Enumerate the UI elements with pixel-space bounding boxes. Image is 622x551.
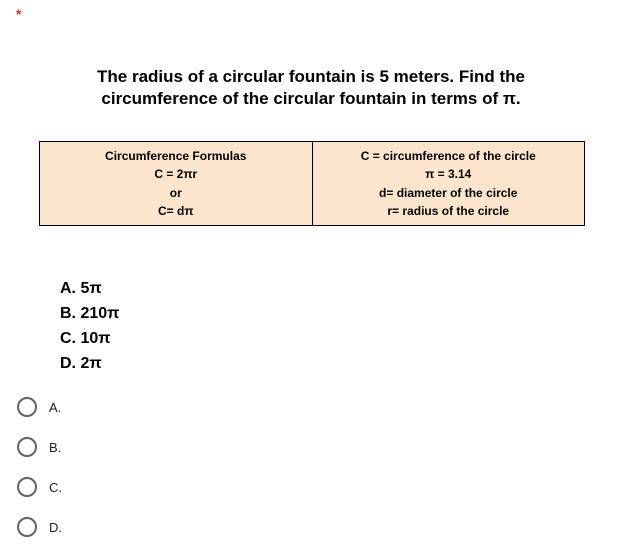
option-label-b: B.: [49, 439, 62, 455]
formula-table: [39, 141, 585, 226]
choice-c: C. 10π: [60, 330, 111, 347]
formulas-cell: [40, 142, 313, 226]
question-text: [40, 66, 582, 110]
choice-d: D. 2π: [60, 355, 102, 372]
choice-a: A. 5π: [60, 280, 102, 297]
choice-b: B. 210π: [60, 305, 120, 322]
formula-c-2pir: C = 2πr: [154, 167, 198, 181]
definition-c: C = circumference of the circle: [360, 148, 536, 163]
option-a[interactable]: [17, 396, 61, 418]
definitions-cell: [312, 142, 585, 226]
radio-button-d[interactable]: [17, 517, 37, 537]
table-row: [40, 142, 585, 226]
option-c[interactable]: [17, 476, 62, 498]
question-line-1: The radius of a circular fountain is 5 meters. Find the: [97, 67, 525, 86]
definition-d: d= diameter of the circle: [379, 185, 518, 200]
formula-c-dpi: C= dπ: [157, 204, 194, 218]
option-label-d: D.: [49, 519, 62, 535]
option-d[interactable]: [17, 516, 62, 538]
option-b[interactable]: [17, 436, 61, 458]
formulas-heading: Circumference Formulas: [105, 148, 247, 163]
question-line-2: circumference of the circular fountain in terms of π.: [101, 89, 521, 108]
definition-pi: π = 3.14: [425, 167, 472, 181]
answer-choices-list: [60, 276, 119, 376]
required-marker: *: [16, 6, 22, 22]
option-label-a: A.: [49, 399, 62, 415]
radio-button-c[interactable]: [17, 477, 37, 497]
option-label-c: C.: [49, 479, 62, 495]
formula-or: or: [169, 185, 182, 200]
radio-button-a[interactable]: [17, 397, 37, 417]
radio-button-b[interactable]: [17, 437, 37, 457]
definition-r: r= radius of the circle: [387, 204, 510, 218]
